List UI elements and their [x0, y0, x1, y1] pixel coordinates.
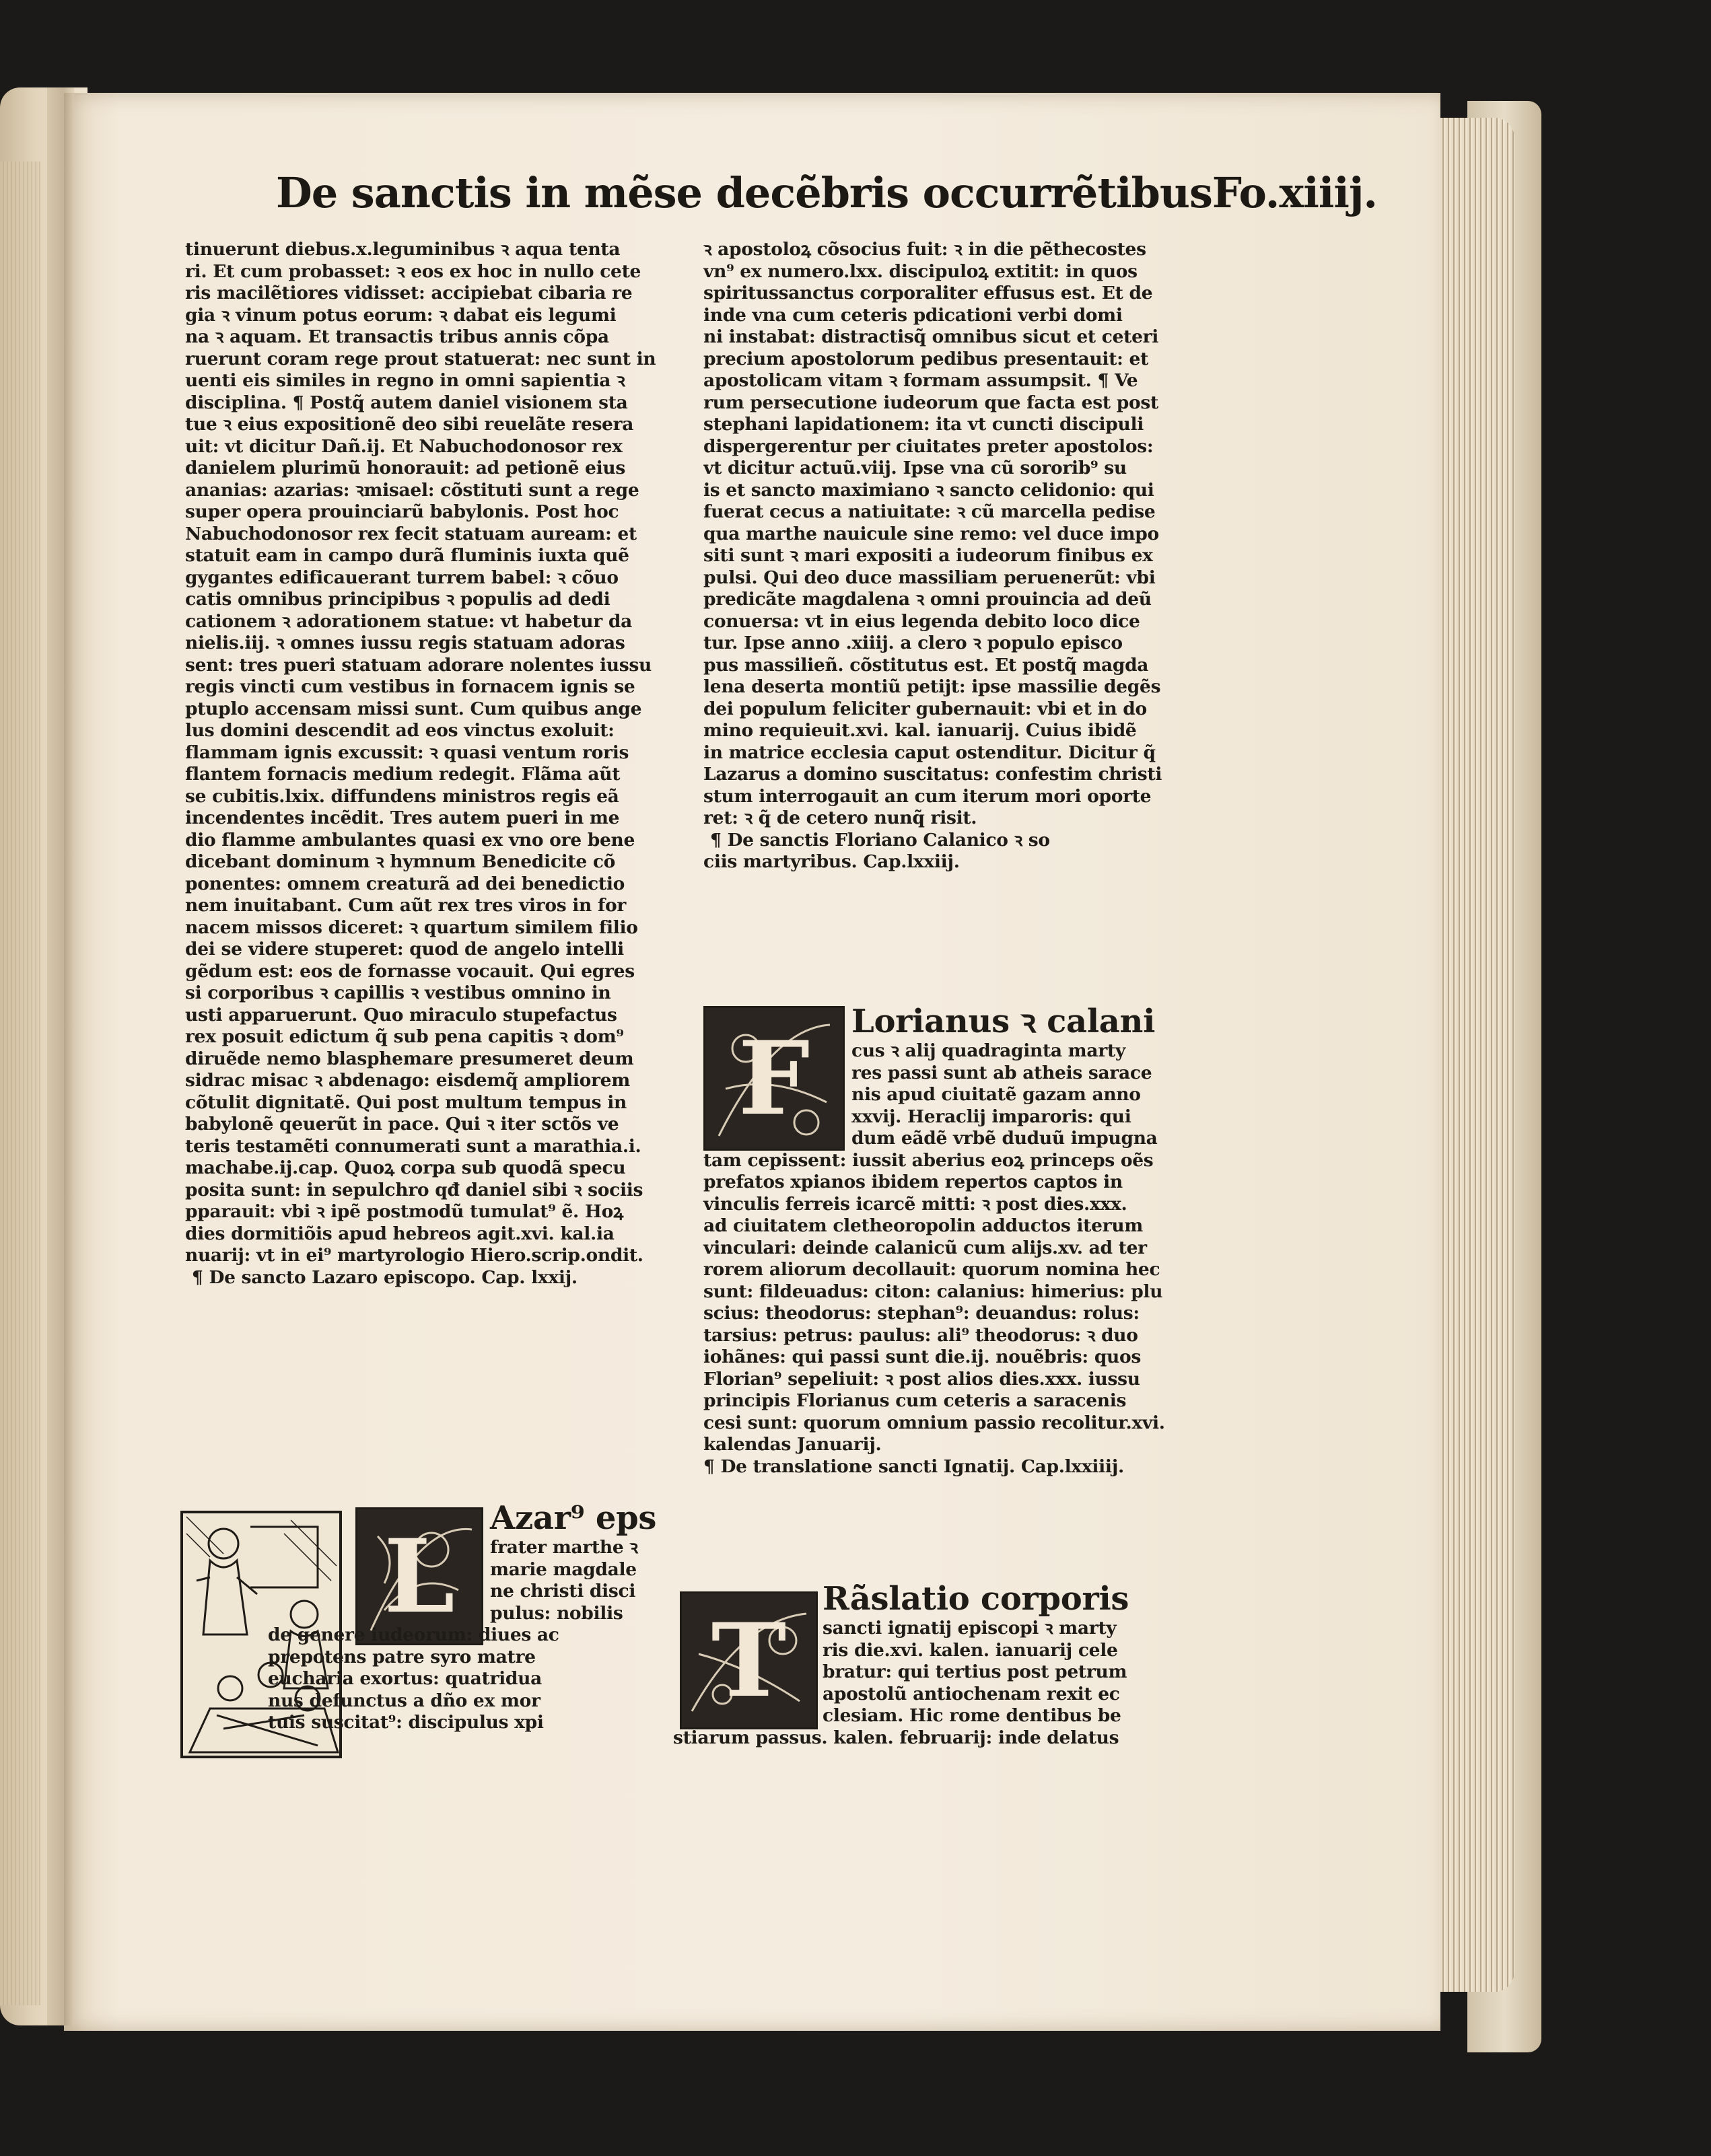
- text-line: xxvij. Heraclij imparoris: qui: [851, 1106, 1131, 1127]
- text-line: bratur: qui tertius post petrum: [823, 1661, 1127, 1682]
- text-line: ris macilẽtiores vidisset: accipiebat cibaria re: [185, 283, 633, 303]
- text-line: cus ꝛ alij quadraginta marty: [851, 1040, 1125, 1061]
- text-line: stephani lapidationem: ita vt cuncti discipuli: [703, 414, 1144, 435]
- text-line: tinuerunt diebus.x.leguminibus ꝛ aqua tenta: [185, 239, 621, 260]
- text-line: cõtulit dignitatẽ. Qui post multum tempus in: [185, 1091, 627, 1113]
- text-line: inde vna cum ceteris pdicationi verbi domi: [703, 304, 1123, 326]
- text-line: Nabuchodonosor rex fecit statuam auream: et: [185, 523, 637, 544]
- text-line: siti sunt ꝛ mari expositi a iudeorum finibus ex: [703, 545, 1153, 566]
- text-line: pulsi. Qui deo duce massiliam peruenerũt: vbi: [703, 567, 1156, 588]
- text-line: sent: tres pueri statuam adorare nolentes iussu: [185, 654, 652, 676]
- text-line: ris die.xvi. kalen. ianuarij cele: [823, 1639, 1118, 1661]
- text-line: Lorianus ꝛ calani: [851, 1003, 1156, 1040]
- text-line: flammam ignis excussit: ꝛ quasi ventum roris: [185, 742, 629, 763]
- text-line: dispergerentur per ciuitates preter apostolos:: [703, 435, 1154, 457]
- text-line: predicãte magdalena ꝛ omni prouincia ad deũ: [703, 589, 1152, 610]
- page-fore-edge: [1440, 118, 1514, 1992]
- text-line: tam cepissent: iussit aberius eoꝝ princeps oẽs: [703, 1149, 1154, 1171]
- text-line: diruẽde nemo blasphemare presumeret deum: [185, 1048, 634, 1069]
- initial-letter: T: [711, 1601, 787, 1720]
- text-line: eucharia exortus: quatridua: [268, 1668, 542, 1689]
- text-line: prefatos xpianos ibidem repertos captos in: [703, 1172, 1123, 1192]
- text-line: teris testamẽti connumerati sunt a marathia.i.: [185, 1135, 641, 1157]
- chapter-heading: ¶ De sanctis Floriano Calanico ꝛ so: [710, 829, 1050, 851]
- text-line: res passi sunt ab atheis sarace: [851, 1062, 1152, 1083]
- text-line: cationem ꝛ adorationem statue: vt habetur da: [185, 610, 632, 632]
- text-line: lus domini descendit ad eos vinctus exoluit:: [185, 720, 615, 741]
- text-line: is et sancto maximiano ꝛ sancto celidonio: qui: [703, 479, 1154, 501]
- text-line: usti apparuerunt. Quo miraculo stupefactus: [185, 1004, 617, 1026]
- text-line: ꝛ apostoloꝝ cõsocius fuit: ꝛ in die pẽthecostes: [703, 239, 1146, 260]
- text-line: uit: vt dicitur Dañ.ij. Et Nabuchodonosor rex: [185, 435, 623, 457]
- text-line: frater marthe ꝛ: [490, 1537, 638, 1558]
- drop-initial-t: [680, 1591, 818, 1729]
- text-line: nis apud ciuitatẽ gazam anno: [851, 1084, 1141, 1105]
- text-line: Florian⁹ sepeliuit: ꝛ post alios dies.xxx. iussu: [703, 1368, 1140, 1390]
- text-line: nus defunctus a dño ex mor: [268, 1690, 540, 1711]
- text-line: Lazarus a domino suscitatus: confestim christi: [703, 764, 1162, 785]
- initial-letter: F: [738, 1019, 810, 1138]
- text-line: catis omnibus principibus ꝛ populis ad dedi: [185, 589, 610, 610]
- text-line: marie magdale: [490, 1558, 637, 1580]
- text-line: rex posuit edictum q̃ sub pena capitis ꝛ dom⁹: [185, 1026, 624, 1047]
- text-line: principis Florianus cum ceteris a saracenis: [703, 1390, 1127, 1411]
- text-line: babylonẽ qeuerũt in pace. Qui ꝛ iter sctõs ve: [185, 1114, 619, 1135]
- page-title: De sanctis in mẽse decẽbris occurrẽtibus: [276, 168, 1212, 217]
- text-line: ¶ De translatione sancti Ignatij. Cap.lxxiiij.: [703, 1456, 1124, 1477]
- text-line: spiritussanctus corporaliter effusus est. Et de: [703, 283, 1153, 303]
- text-line: kalendas Januarij.: [703, 1434, 882, 1455]
- text-line: in matrice ecclesia caput ostenditur. Dicitur q̃: [703, 742, 1156, 763]
- text-line: gẽdum est: eos de fornasse vocauit. Qui egres: [185, 960, 635, 982]
- text-line: nuarij: vt in ei⁹ martyrologio Hiero.scrip.ondit.: [185, 1245, 643, 1266]
- text-line: apostolicam vitam ꝛ formam assumpsit. ¶ Ve: [703, 370, 1138, 391]
- left-text-column: [185, 239, 660, 1289]
- text-line: tarsius: petrus: paulus: ali⁹ theodorus: ꝛ duo: [703, 1324, 1138, 1346]
- text-line: flantem fornacis medium redegit. Flãma aũt: [185, 764, 621, 785]
- text-line: ruerunt coram rege prout statuerat: nec sunt in: [185, 348, 656, 369]
- text-line: dio flamme ambulantes quasi ex vno ore bene: [185, 829, 635, 851]
- text-line: statuit eam in campo durã fluminis iuxta quẽ: [185, 545, 629, 566]
- text-line: sidrac misac ꝛ abdenago: eisdemq̃ ampliorem: [185, 1070, 630, 1091]
- text-line: vinculis ferreis icarcẽ mitti: ꝛ post dies.xxx.: [703, 1193, 1127, 1215]
- text-line: Azar⁹ eps: [490, 1499, 657, 1537]
- text-line: prepotens patre syro matre: [268, 1646, 536, 1667]
- text-line: dei se videre stuperet: quod de angelo intelli: [185, 939, 624, 960]
- text-line: machabe.ij.cap. Quoꝝ corpa sub quodã specu: [185, 1157, 626, 1178]
- text-line: incendentes incẽdit. Tres autem pueri in me: [185, 807, 620, 828]
- text-line: ciis martyribus. Cap.lxxiij.: [703, 851, 960, 872]
- text-line: ponentes: omnem creaturã ad dei benedictio: [185, 873, 625, 894]
- text-line: ptuplo accensam missi sunt. Cum quibus ange: [185, 698, 642, 719]
- text-line: fuerat cecus a natiuitate: ꝛ cũ marcella pedise: [703, 501, 1156, 522]
- text-line: pparauit: vbi ꝛ ipẽ postmodũ tumulat⁹ ẽ. Hoꝝ: [185, 1201, 624, 1222]
- text-line: ananias: azarias: ꝛmisael: cõstituti sunt a rege: [185, 479, 639, 501]
- text-line: ret: ꝛ q̃ de cetero nunq̃ risit.: [703, 807, 977, 828]
- text-line: tur. Ipse anno .xiiij. a clero ꝛ populo episco: [703, 633, 1123, 653]
- text-line: vt dicitur actuũ.viij. Ipse vna cũ sororib⁹ su: [703, 458, 1127, 478]
- left-page-edge: [0, 161, 40, 2005]
- text-line: regis vincti cum vestibus in fornacem ignis se: [185, 676, 635, 697]
- text-line: tue ꝛ eius expositionẽ deo sibi reuelãte resera: [185, 414, 634, 435]
- text-line: ni instabat: distractisq̃ omnibus sicut et ceteri: [703, 326, 1159, 347]
- text-line: vn⁹ ex numero.lxx. discipuloꝝ extitit: in quos: [703, 260, 1138, 282]
- text-line: precium apostolorum pedibus presentauit: et: [703, 348, 1149, 369]
- text-line: scius: theodorus: stephan⁹: deuandus: rolus:: [703, 1303, 1140, 1324]
- text-line: tuis suscitat⁹: discipulus xpi: [268, 1712, 544, 1733]
- text-line: uenti eis similes in regno in omni sapientia ꝛ: [185, 370, 625, 391]
- gutter: [47, 87, 74, 2025]
- text-line: si corporibus ꝛ capillis ꝛ vestibus omnino in: [185, 982, 611, 1003]
- text-line: ri. Et cum probasset: ꝛ eos ex hoc in nullo cete: [185, 260, 641, 282]
- text-line: vinculari: deinde calanicũ cum alijs.xv. ad ter: [703, 1237, 1147, 1258]
- text-line: pus massilieñ. cõstitutus est. Et postq̃ magda: [703, 654, 1149, 676]
- text-line: gygantes edificauerant turrem babel: ꝛ cõuo: [185, 567, 619, 588]
- text-line: clesiam. Hic rome dentibus be: [823, 1705, 1121, 1726]
- text-line: nielis.iij. ꝛ omnes iussu regis statuam adoras: [185, 633, 625, 653]
- text-line: conuersa: vt in eius legenda debito loco dice: [703, 610, 1140, 632]
- text-line: stum interrogauit an cum iterum mori oporte: [703, 785, 1152, 807]
- text-line: lena deserta montiũ petijt: ipse massilie degẽs: [703, 676, 1161, 697]
- text-line: ad ciuitatem cletheoropolin adductos iterum: [703, 1215, 1144, 1236]
- text-line: sunt: fildeuadus: citon: calanius: himerius: plu: [703, 1281, 1163, 1302]
- running-header: [276, 168, 1377, 217]
- text-line: dum eãdẽ vrbẽ duduũ impugna: [851, 1128, 1158, 1149]
- text-line: se cubitis.lxix. diffundens ministros regis eã: [185, 785, 619, 807]
- text-line: disciplina. ¶ Postq̃ autem daniel visionem sta: [185, 392, 628, 413]
- text-line: qua marthe nauicule sine remo: vel duce impo: [703, 523, 1159, 544]
- text-line: de genere iudeorum: diues ac: [268, 1624, 559, 1645]
- text-line: ne christi disci: [490, 1581, 636, 1602]
- text-line: sancti ignatij episcopi ꝛ marty: [823, 1618, 1117, 1639]
- chapter-heading: ¶ De sancto Lazaro episcopo. Cap. lxxij.: [192, 1266, 578, 1288]
- text-line: nacem missos diceret: ꝛ quartum similem filio: [185, 917, 638, 938]
- text-line: pulus: nobilis: [490, 1602, 623, 1624]
- text-line: gia ꝛ vinum potus eorum: ꝛ dabat eis legumi: [185, 304, 617, 326]
- text-line: na ꝛ aquam. Et transactis tribus annis cõpa: [185, 326, 609, 347]
- text-line: super opera prouinciarũ babylonis. Post hoc: [185, 501, 619, 522]
- drop-initial-f: [703, 1006, 845, 1151]
- text-line: Rãslatio corporis: [823, 1580, 1129, 1618]
- initial-letter: L: [384, 1517, 455, 1636]
- text-line: dei populum feliciter gubernauit: vbi et in do: [703, 698, 1147, 719]
- text-line: mino requieuit.xvi. kal. ianuarij. Cuius ibidẽ: [703, 720, 1137, 741]
- text-line: danielem plurimũ honorauit: ad petionẽ eius: [185, 458, 625, 478]
- text-line: rorem aliorum decollauit: quorum nomina hec: [703, 1259, 1160, 1280]
- text-line: posita sunt: in sepulchro qđ daniel sibi ꝛ sociis: [185, 1179, 643, 1200]
- text-line: nem inuitabant. Cum aũt rex tres viros in for: [185, 895, 627, 916]
- text-line: apostolũ antiochenam rexit ec: [823, 1683, 1120, 1704]
- folio-number: Fo.xiiij.: [1212, 168, 1377, 217]
- text-line: dicebant dominum ꝛ hymnum Benedicite cõ: [185, 851, 616, 872]
- text-line: rum persecutione iudeorum que facta est post: [703, 392, 1158, 413]
- text-line: iohãnes: qui passi sunt die.ij. nouẽbris: quos: [703, 1346, 1142, 1367]
- text-line: dies dormitiõis apud hebreos agit.xvi. kal.ia: [185, 1223, 615, 1244]
- text-line: cesi sunt: quorum omnium passio recolitur.xvi.: [703, 1412, 1165, 1433]
- right-text-column: [703, 239, 1181, 873]
- text-line: stiarum passus. kalen. februarij: inde delatus: [673, 1727, 1119, 1748]
